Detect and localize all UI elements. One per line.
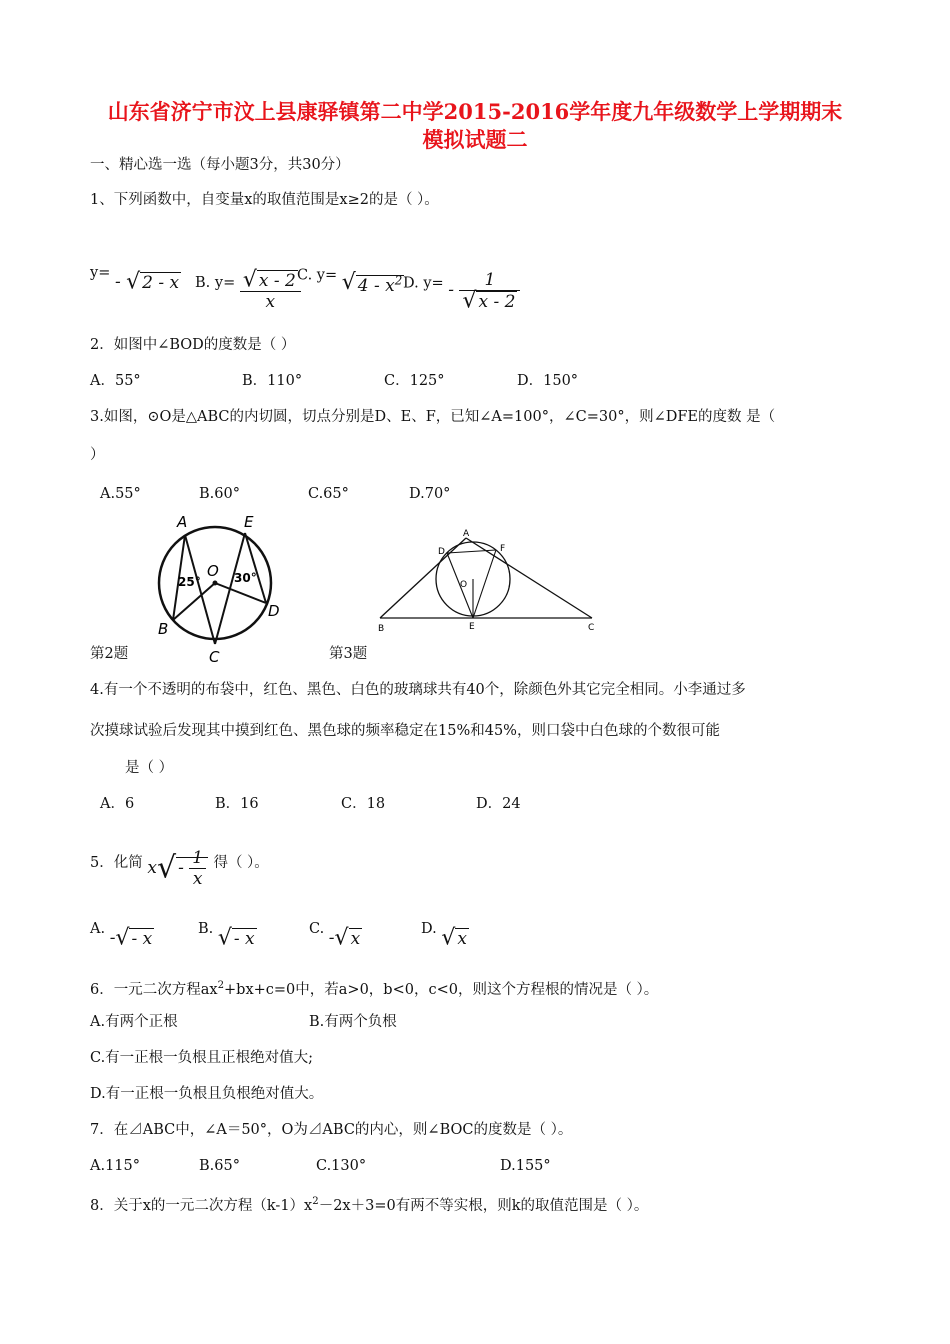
fig3-label-B: B xyxy=(378,624,385,634)
figure-3-incircle-diagram xyxy=(372,525,604,635)
q2-option-b: B．110° xyxy=(242,373,303,389)
q1-option-b xyxy=(195,262,301,312)
q6-stem-suffix: +bx+c=0中，若a>0，b<0，c<0，则这个方程根的情况是（ ）。 xyxy=(224,981,659,998)
fig2-label-B: B xyxy=(158,620,169,638)
q5-b-radicand: - x xyxy=(233,928,255,949)
q8-stem xyxy=(90,1192,648,1216)
q7-option-d: D.155° xyxy=(500,1158,551,1174)
q8-sup: 2 xyxy=(312,1196,319,1207)
q6-sup: 2 xyxy=(217,980,225,991)
fig2-label-D: D xyxy=(268,602,280,620)
fig2-label-E: E xyxy=(244,513,254,531)
q1-d-expr: - $\frac{1}{√ x - 2}$ xyxy=(448,280,520,300)
q1-a-label: y= xyxy=(90,265,111,281)
q2-option-d: D．150° xyxy=(517,373,579,389)
q2-stem: 2．如图中∠BOD的度数是（ ） xyxy=(90,337,296,353)
q4-option-c: C．18 xyxy=(341,796,386,812)
q1-option-d xyxy=(403,262,520,314)
q5-num: 1 xyxy=(192,848,204,868)
q1-stem: 1、下列函数中，自变量x的取值范围是x≥2的是（ ）。 xyxy=(90,192,439,208)
q3-option-d: D.70° xyxy=(409,486,451,502)
fig2-angle-25: 25° xyxy=(178,575,201,589)
q7-option-b: B.65° xyxy=(199,1158,240,1174)
fig3-label-C: C xyxy=(588,623,595,633)
q5-a-minus: - xyxy=(109,928,116,948)
q8-stem-prefix: 8．关于x的一元二次方程（k-1）x xyxy=(90,1197,313,1214)
q8-stem-suffix: －2x＋3=0有两不等实根，则k的取值范围是（ ）。 xyxy=(318,1197,649,1214)
fig3-caption: 第3题 xyxy=(329,646,368,662)
q3-stem-close: ） xyxy=(90,447,105,463)
fig2-label-A: A xyxy=(177,513,188,531)
q1-d-label: D. y= xyxy=(403,275,444,292)
q3-stem: 3.如图，⊙O是△ABC的内切圆，切点分别是D、E、F，已知∠A=100°，∠C=30°，则∠DFE的度数 是（ xyxy=(90,409,776,425)
q5-c-minus: - xyxy=(328,928,335,948)
q6-option-c: C.有一正根一负根且正根绝对值大; xyxy=(90,1050,314,1066)
q6-stem-prefix: 6．一元二次方程ax xyxy=(90,981,218,998)
q7-option-c: C.130° xyxy=(316,1158,367,1174)
q3-option-b: B.60° xyxy=(199,486,240,502)
q5-option-c: C. -√ x xyxy=(309,921,361,951)
fig3-label-F: F xyxy=(500,544,506,554)
fig2-label-O: O xyxy=(207,562,219,580)
q4-option-b: B．16 xyxy=(215,796,259,812)
q5-option-b: B. √ - x xyxy=(198,921,255,951)
q3-option-a: A.55° xyxy=(100,486,141,502)
q4-option-d: D．24 xyxy=(476,796,521,812)
q1-d-minus: - xyxy=(448,280,455,301)
q5-coefficient-x: x xyxy=(147,858,157,878)
q3-option-c: C.65° xyxy=(308,486,349,502)
fig2-angle-30: 30° xyxy=(234,571,257,585)
q1-c-sup: 2 xyxy=(394,273,403,287)
q5-den: x xyxy=(189,868,206,889)
q6-stem xyxy=(90,976,658,1000)
q4-stem-line2: 次摸球试验后发现其中摸到红色、黑色球的频率稳定在15%和45%，则口袋中白色球的个数很可能 xyxy=(90,723,720,739)
q5-a-label: A. xyxy=(90,921,106,937)
q1-d-num: 1 xyxy=(484,270,496,290)
q5-a-radicand: - x xyxy=(131,928,153,949)
q5-c-radicand: x xyxy=(350,928,361,949)
q1-d-radicand: x - 2 xyxy=(478,291,516,312)
q1-b-radicand: x - 2 xyxy=(258,270,296,291)
exam-title-line2: 模拟试题二 xyxy=(422,127,528,152)
fig2-caption: 第2题 xyxy=(90,646,129,662)
q5-d-radicand: x xyxy=(457,928,467,949)
q1-b-fraction: $\frac{√ x - 2}{x}$ xyxy=(240,270,301,312)
q4-stem: 4.有一个不透明的布袋中，红色、黑色、白色的玻璃球共有40个，除颜色外其它完全相同。小李通过多 xyxy=(90,682,746,698)
q5-option-d: D. √ x xyxy=(421,921,467,951)
fig3-label-O: O xyxy=(460,580,468,590)
q1-c-label: C. y= xyxy=(297,267,338,284)
fig3-label-A: A xyxy=(463,529,470,539)
fig3-tangent-segments xyxy=(447,550,496,618)
q1-a-expr: - √ 2 - x xyxy=(114,269,180,295)
q5-stem-suffix: 得（ ）。 xyxy=(213,855,269,871)
q4-option-a: A．6 xyxy=(100,796,135,812)
q2-option-a: A．55° xyxy=(90,373,141,389)
q6-option-d: D.有一正根一负根且负根绝对值大。 xyxy=(90,1086,324,1102)
q1-b-label: B. y= xyxy=(195,274,236,291)
q5-c-label: C. xyxy=(309,921,325,937)
q1-option-a xyxy=(90,262,181,295)
q7-stem: 7．在⊿ABC中，∠A＝50°，O为⊿ABC的内心，则∠BOC的度数是（ ）。 xyxy=(90,1122,573,1138)
q1-c-radicand: 4 - x xyxy=(357,275,395,296)
q1-option-c xyxy=(297,262,404,296)
q5-expression: x√ - $\frac{1}{x}$ xyxy=(147,858,213,878)
section-heading: 一、精心选一选（每小题3分，共30分） xyxy=(90,157,350,173)
q5-option-a: A. -√ - x xyxy=(90,921,153,951)
q7-option-a: A.115° xyxy=(90,1158,141,1174)
q5-stem-prefix: 5．化简 xyxy=(90,855,143,871)
q5-d-label: D. xyxy=(421,921,437,937)
q1-a-radicand: 2 - x xyxy=(142,272,180,293)
figure-2-circle-diagram xyxy=(145,512,305,662)
fig3-label-E: E xyxy=(469,622,475,632)
q1-b-den: x xyxy=(240,291,301,312)
q5-stem xyxy=(90,842,269,889)
fig2-center-dot xyxy=(213,581,218,586)
q6-option-a: A.有两个正根 xyxy=(90,1014,178,1030)
exam-title-line1: 山东省济宁市汶上县康驿镇第二中学2015-2016学年度九年级数学上学期期末 xyxy=(107,99,843,124)
q1-a-minus: - xyxy=(114,272,121,292)
q5-neg: - xyxy=(178,858,184,878)
q4-stem-line3: 是（ ） xyxy=(125,760,174,776)
q6-option-b: B.有两个负根 xyxy=(309,1014,397,1030)
fig2-label-C: C xyxy=(209,648,220,662)
q1-c-expr: √ $4 - x^2$ xyxy=(341,269,403,296)
q2-option-c: C．125° xyxy=(384,373,445,389)
fig3-label-D: D xyxy=(438,547,445,557)
q5-b-label: B. xyxy=(198,921,214,937)
